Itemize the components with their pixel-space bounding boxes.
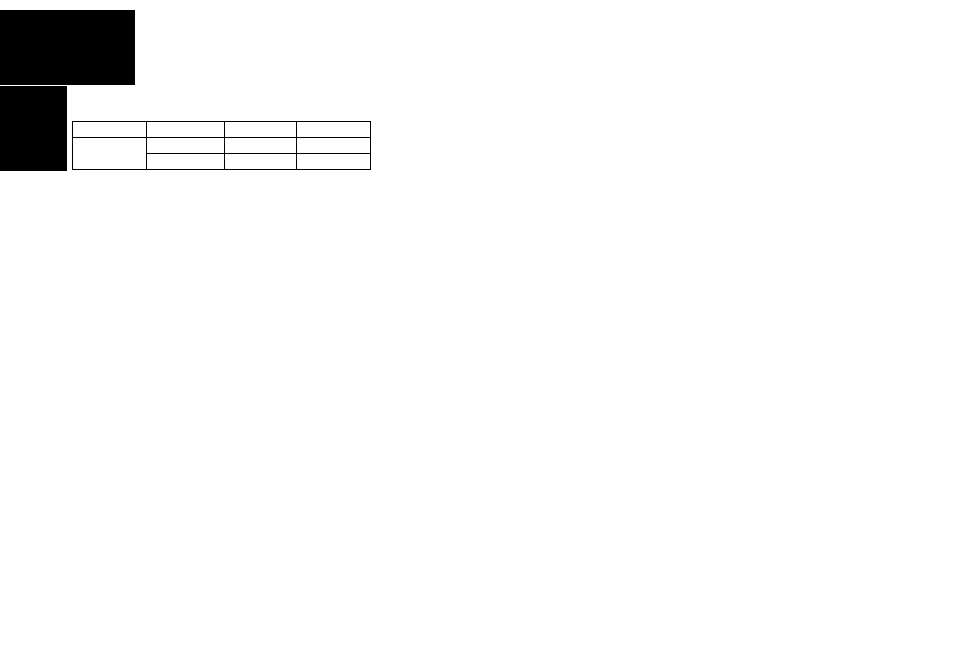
start-info-box [0, 86, 67, 171]
odds-table [72, 121, 426, 170]
m1000-label [371, 138, 426, 154]
odds-col3 [297, 122, 371, 138]
tid-label [147, 154, 225, 170]
m500-label [371, 122, 426, 138]
odds-label [73, 122, 147, 138]
plats-label [147, 138, 225, 154]
race-number-box [0, 10, 89, 85]
odds-col2 [225, 122, 297, 138]
race-id [0, 0, 960, 10]
bettype-box [90, 10, 135, 85]
odds-col1 [147, 122, 225, 138]
